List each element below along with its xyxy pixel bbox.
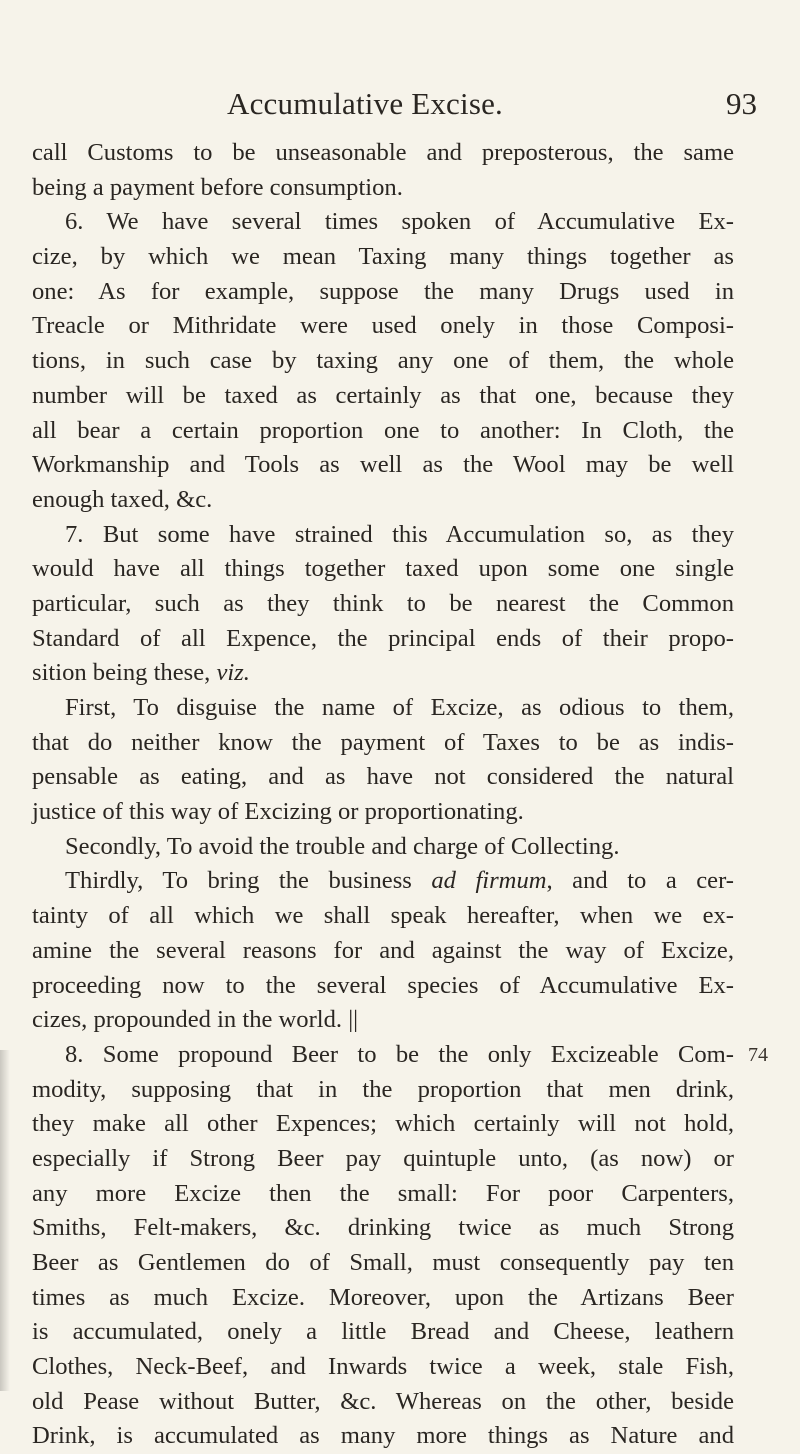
text-line: 6. We have several times spoken of Accumulative Ex- xyxy=(65,208,734,236)
text-line: Beer as Gentlemen do of Small, must consequently pay ten xyxy=(32,1249,734,1276)
text-line: pensable as eating, and as have not considered the natural xyxy=(32,763,734,791)
text-line: being a payment before consumption. xyxy=(32,173,403,201)
text-line: number will be taxed as certainly as that one, because they xyxy=(32,381,734,409)
text-line: is accumulated, onely a little Bread and Cheese, leathern xyxy=(32,1318,734,1346)
text-line: cizes, propounded in the world. || xyxy=(32,1006,359,1034)
body-text xyxy=(32,136,734,1454)
text-line: Standard of all Expence, the principal ends of their propo- xyxy=(32,624,734,652)
text-line: enough taxed, &c. xyxy=(32,485,213,513)
text-line: they make all other Expences; which certainly will not hold, xyxy=(32,1110,734,1138)
page-number: 93 xyxy=(726,86,757,121)
text-line: tions, in such case by taxing any one of them, the whole xyxy=(32,347,734,375)
text-line: one: As for example, suppose the many Drugs used in xyxy=(32,277,734,305)
text-line: cize, by which we mean Taxing many things together as xyxy=(32,243,734,271)
text-line: tainty of all which we shall speak hereafter, when we ex- xyxy=(32,902,734,930)
text-line: Thirdly, To bring the business ad firmum, and to a cer- xyxy=(65,867,734,895)
text-line: Secondly, To avoid the trouble and charge of Collecting. xyxy=(65,832,620,860)
text-line: old Pease without Butter, &c. Whereas on the other, beside xyxy=(32,1387,734,1415)
text-line: all bear a certain proportion one to another: In Cloth, the xyxy=(32,416,734,444)
text-line: sition being these, viz. xyxy=(32,659,250,687)
text-line: 7. But some have strained this Accumulation so, as they xyxy=(65,520,734,548)
running-title: Accumulative Excise. xyxy=(227,86,504,121)
text-line: particular, such as they think to be nearest the Common xyxy=(32,589,734,617)
text-line: proceeding now to the several species of Accumulative Ex- xyxy=(32,971,734,999)
gutter-shadow xyxy=(0,1050,10,1391)
text-line: especially if Strong Beer pay quintuple unto, (as now) or xyxy=(32,1144,734,1172)
text-line: justice of this way of Excizing or proportionating. xyxy=(32,798,524,826)
text-line: Drink, is accumulated as many more things as Nature and xyxy=(32,1422,734,1450)
text-line: call Customs to be unseasonable and preposterous, the same xyxy=(32,139,734,166)
text-line: First, To disguise the name of Excize, as odious to them, xyxy=(65,694,734,721)
text-line: times as much Excize. Moreover, upon the Artizans Beer xyxy=(32,1283,734,1311)
margin-page-reference: 74 xyxy=(748,1044,768,1066)
text-line: amine the several reasons for and against the way of Excize, xyxy=(32,936,734,964)
text-line: modity, supposing that in the proportion that men drink, xyxy=(32,1075,734,1103)
text-line: Workmanship and Tools as well as the Wool may be well xyxy=(32,451,734,479)
text-line: 8. Some propound Beer to be the only Excizeable Com- xyxy=(65,1040,734,1068)
text-line: Smiths, Felt-makers, &c. drinking twice as much Strong xyxy=(32,1214,734,1242)
text-line: would have all things together taxed upon some one single xyxy=(32,555,734,583)
text-line: Treacle or Mithridate were used onely in those Composi- xyxy=(32,312,734,340)
text-line: that do neither know the payment of Taxes to be as indis- xyxy=(32,728,734,756)
text-line: any more Excize then the small: For poor Carpenters, xyxy=(32,1179,734,1207)
running-head xyxy=(0,84,800,124)
text-line: Clothes, Neck-Beef, and Inwards twice a week, stale Fish, xyxy=(32,1353,734,1381)
